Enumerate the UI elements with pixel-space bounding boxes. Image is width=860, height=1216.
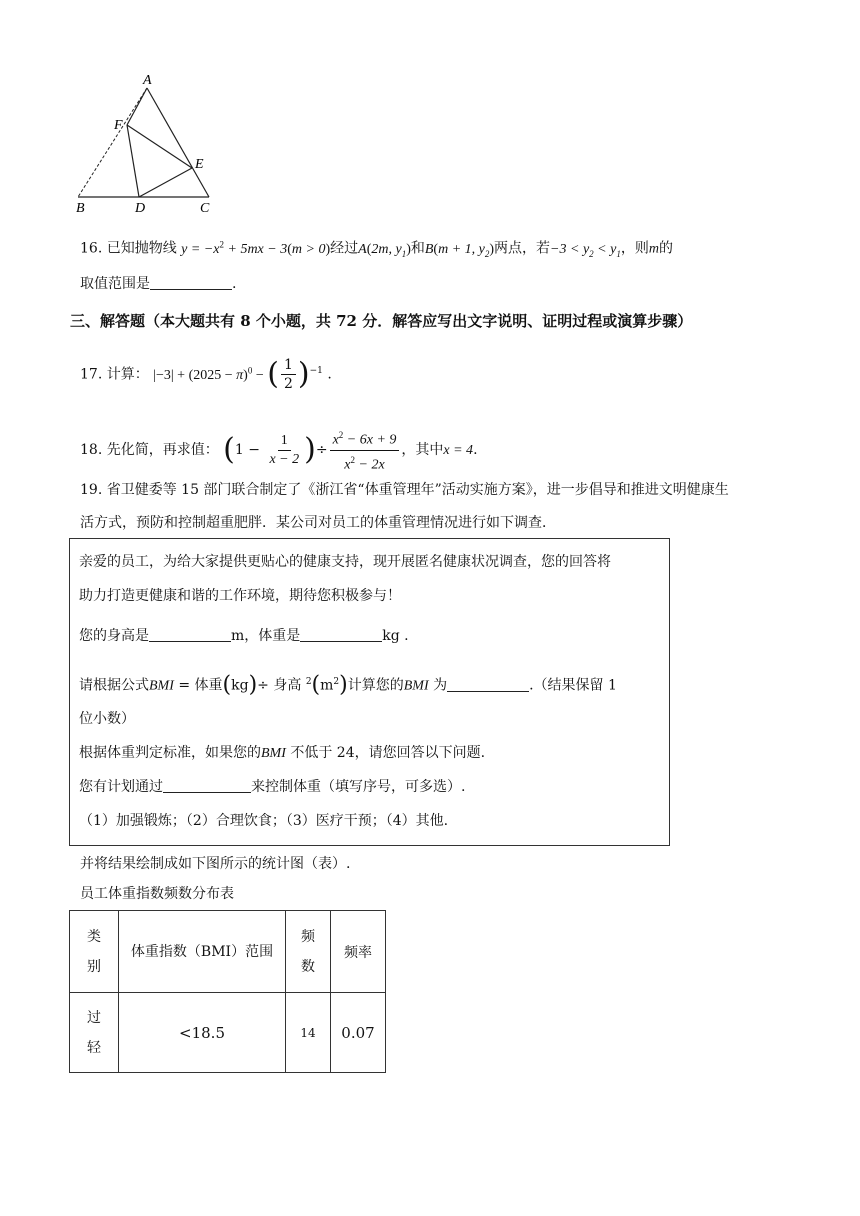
- answer-blank[interactable]: [150, 275, 232, 290]
- section-3-heading: 三、解答题（本大题共有 8 个小题，共 72 分．解答应写出文字说明、证明过程或演算步骤）: [70, 312, 693, 330]
- weight-blank[interactable]: [300, 627, 382, 642]
- point-b: B(m + 1, $y_2$): [424, 241, 495, 259]
- cell-category: 过轻: [87, 1009, 101, 1056]
- point-a: A(2m, $y_1$): [358, 241, 411, 259]
- label-d: D: [135, 201, 146, 215]
- survey-line-1: 亲爱的员工，为给大家提供更贴心的健康支持，现开展匿名健康状况调查，您的回答将: [79, 554, 611, 570]
- cell-range: <18.5: [179, 1023, 225, 1042]
- survey-line-8: （1）加强锻炼；（2）合理饮食；（3）医疗干预；（4）其他.: [79, 813, 449, 829]
- survey-line-2: 助力打造更健康和谐的工作环境，期待您积极参与！: [79, 588, 401, 604]
- triangle-figure: [70, 70, 220, 215]
- question-number: 16.: [80, 240, 103, 257]
- header-freq: 频率: [344, 944, 372, 961]
- question-16-line1: 16. 已知抛物线 $y = -x^2 + 5mx - 3(m > 0)$经过A(2m, $y_1$)和B(m + 1, $y_2$)两点，若$-3 < y_2 < y_1$，则m的: [80, 239, 673, 259]
- height-blank[interactable]: [149, 627, 231, 642]
- expression-17: $|-3| + (2025 - \pi)^0$ −: [153, 364, 268, 383]
- segment-ac: [147, 88, 209, 197]
- survey-line-3: 您的身高是 m，体重是 kg .: [79, 628, 409, 644]
- table-title: 员工体重指数频数分布表: [80, 886, 234, 902]
- question-19-line2: 活方式，预防和控制超重肥胖．某公司对员工的体重管理情况进行如下调查．: [80, 515, 556, 531]
- plan-blank[interactable]: [163, 778, 251, 793]
- segment-fd: [127, 125, 139, 197]
- question-18: 18. 先化简，再求值： (1 − $\frac{1}{x - 2}$ )÷ $\frac{x^2 - 6x + 9}{x^2 - 2x}$ ，其中x = 4.: [80, 426, 478, 474]
- header-category: 类别: [87, 928, 101, 975]
- label-c: C: [200, 201, 210, 215]
- segment-fe: [127, 125, 192, 168]
- segment-af: [127, 88, 147, 125]
- survey-line-7: 您有计划通过 来控制体重（填写序号，可多选）.: [79, 779, 466, 795]
- survey-line-5: 位小数）: [79, 711, 135, 727]
- question-19-line1: 19. 省卫健委等 15 部门联合制定了《浙江省“体重管理年”活动实施方案》，进一步倡导和推进文明健康生: [80, 482, 729, 498]
- after-box-text: 并将结果绘制成如下图所示的统计图（表）.: [80, 856, 351, 872]
- survey-box: [69, 538, 670, 846]
- frequency-table: [69, 910, 386, 1073]
- label-a: A: [143, 73, 152, 88]
- header-count: 频数: [301, 928, 315, 975]
- question-17: 17. 计算： $|-3| + (2025 - \pi)^0$ − ( $\frac{1}{2}$ )$^{-1}$ .: [80, 356, 332, 392]
- table-header-row: [70, 911, 386, 993]
- segment-de: [139, 168, 192, 197]
- bmi-blank[interactable]: [447, 677, 529, 692]
- label-b: B: [76, 201, 85, 215]
- label-e: E: [195, 157, 204, 172]
- label-f: F: [114, 118, 123, 133]
- cell-freq: 0.07: [341, 1023, 375, 1042]
- header-range: 体重指数（BMI）范围: [130, 943, 274, 960]
- survey-line-6: 根据体重判定标准，如果您的BMI 不低于 24，请您回答以下问题.: [79, 745, 486, 761]
- question-16-line2: 取值范围是 .: [80, 276, 237, 292]
- inequality: $-3 < y_2 < y_1$: [550, 241, 621, 259]
- table-row: [70, 993, 386, 1073]
- cell-count: 14: [300, 1025, 316, 1040]
- survey-line-4: 请根据公式BMI = 体重(kg)÷ 身高 $^2(m^2)$计算您的BMI 为 .（结果保留 1: [79, 672, 617, 698]
- parabola-equation: $y = -x^2 + 5mx - 3(m > 0)$: [181, 239, 331, 257]
